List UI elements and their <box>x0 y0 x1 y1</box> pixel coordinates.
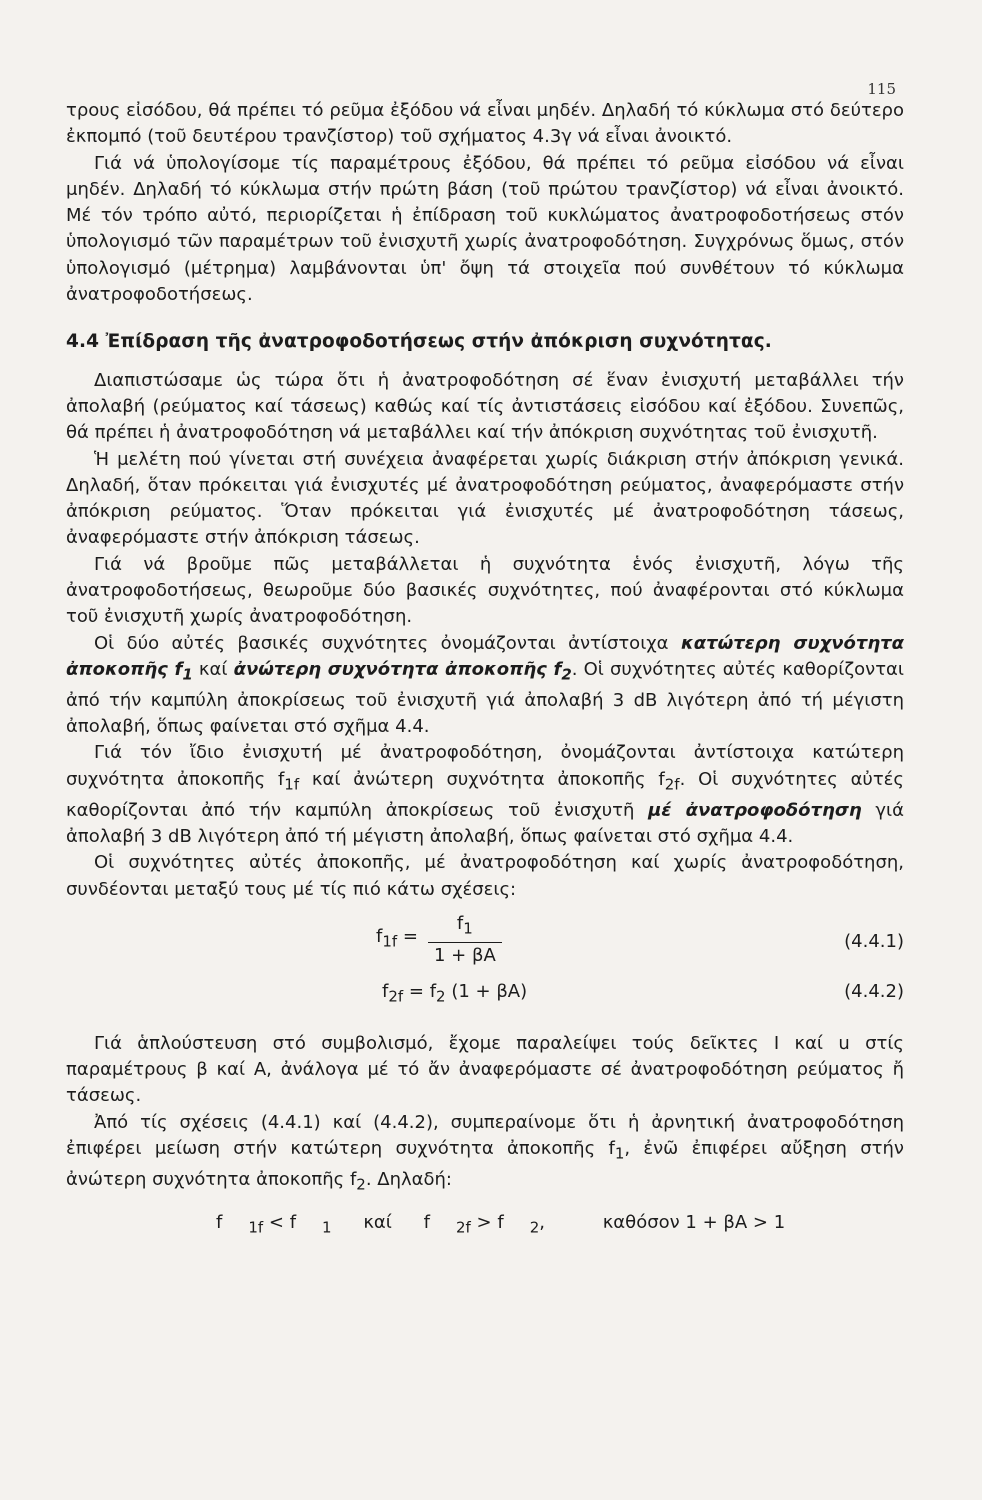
text: . Οἱ συχνότητες αὐτές καθορίζονται ἀπό τήν καμπύλη ἀποκρίσεως τοῦ ἐνισχυτῆ <box>66 768 904 821</box>
text: . Οἱ συχνότητες αὐτές καθορίζονται ἀπό τήν καμπύλη ἀποκρίσεως τοῦ ἐνισχυτῆ γιά ἀπολαβή 3 dB λιγότερη ἀπό τή μέγιστη ἀπολαβή, ὅπως φαίνεται στό σχῆμα 4.4. <box>66 658 904 738</box>
text: . Δηλαδή: <box>365 1168 452 1190</box>
text: > f <box>470 1211 504 1233</box>
equation-4-4-2 <box>66 973 904 1013</box>
subscript: 2f <box>664 775 680 794</box>
subscript: 2f <box>455 1218 471 1237</box>
text: f <box>376 926 383 948</box>
page-number: 115 <box>867 80 896 98</box>
fraction <box>376 911 502 969</box>
numerator <box>453 911 477 942</box>
equation-number: (4.4.2) <box>844 980 904 1002</box>
text: f <box>382 980 389 1002</box>
text: , <box>539 1211 545 1233</box>
text: καί <box>192 658 234 680</box>
text: f <box>216 1211 223 1233</box>
paragraph-6 <box>66 631 904 741</box>
paragraph-1: τρους εἰσόδου, θά πρέπει τό ρεῦμα ἐξόδου νά εἶναι μηδέν. Δηλαδή τό κύκλωμα στό δεύτερο ἐκπομπό (τοῦ δευτέρου τρανζίστορ) τοῦ σχήματος 4.3γ νά εἶναι ἀνοικτό. <box>66 100 904 148</box>
subscript: 1f <box>248 1218 264 1237</box>
text: Γιά τόν ἴδιο ἐνισχυτή μέ ἀνατροφοδότηση, ὀνομάζονται ἀντίστοιχα κατώτερη συχνότητα ἀποκοπῆς f <box>66 742 904 790</box>
subscript: 1f <box>284 775 300 794</box>
text: Οἱ δύο αὐτές βασικές συχνότητες ὀνομάζονται ἀντίστοιχα <box>94 632 681 654</box>
subscript: 1f <box>382 933 398 952</box>
section-heading: 4.4 Ἐπίδραση τῆς ἀνατροφοδοτήσεως στήν ἀπόκριση συχνότητας. <box>66 331 772 353</box>
denominator: 1 + βA <box>428 942 502 969</box>
subscript: 1 <box>463 919 473 938</box>
text: γιά ἀπολαβή 3 dB λιγότερη ἀπό τή μέγιστη ἀπολαβή, ὅπως φαίνεται στό σχῆμα 4.4. <box>66 799 904 847</box>
inequality-2 <box>423 1211 571 1237</box>
paragraph-5: Γιά νά βροῦμε πῶς μεταβάλλεται ἡ συχνότητα ἑνός ἐνισχυτῆ, λόγω τῆς ἀνατροφοδοτήσεως, θεωροῦμε δύο βασικές συχνότητες, πού ἀναφέρονται στό κύκλωμα τοῦ ἐνισχυτῆ χωρίς ἀνατροφοδότηση. <box>66 553 904 628</box>
text: Ἀπό τίς σχέσεις (4.4.1) καί (4.4.2), συμπεραίνομε ὅτι ἡ ἀρνητική ἀνατροφοδότηση ἐπιφέρει μείωση στήν κατώτερη συχνότητα ἀποκοπῆς f <box>66 1111 904 1159</box>
subscript: 2 <box>436 987 446 1006</box>
fraction-body <box>428 911 502 969</box>
paragraph-9: Γιά ἁπλούστευση στό συμβολισμό, ἔχομε παραλείψει τούς δεῖκτες I καί u στίς παραμέτρους β καί A, ἀνάλογα μέ τό ἄν ἀναφερόμαστε σέ ἀνατροφοδότηση ρεύματος ἤ τάσεως. <box>66 1032 904 1107</box>
text: < f <box>263 1211 297 1233</box>
text: (1 + βA) <box>445 980 528 1002</box>
inequality-line <box>66 1210 904 1241</box>
text: , ἐνῶ ἐπιφέρει αὔξηση στήν ἀνώτερη συχνότητα ἀποκοπῆς f <box>66 1137 904 1190</box>
subscript: 2 <box>356 1175 366 1194</box>
paragraph-2: Γιά νά ὑπολογίσομε τίς παραμέτρους ἐξόδου, θά πρέπει τό ρεῦμα εἰσόδου νά εἶναι μηδέν. Δηλαδή τό κύκλωμα στήν πρώτη βάση (τοῦ πρώτου τρανζίστορ) νά εἶναι ἀνοικτό. Μέ τόν τρόπο αὐτό, περιορίζεται ἡ ἐπίδραση τοῦ κυκλώματος ἀνατροφοδοτήσεως στόν ὑπολογισμό τῶν παραμέτρων τοῦ ἐνισχυτῆ χωρίς ἀνατροφοδότηση. Συγχρόνως ὅμως, στόν ὑπολογισμό (μέτρημα) λαμβάνονται ὑπ' ὄψη τά στοιχεῖα πού συνθέτουν τό κύκλωμα ἀνατροφοδοτήσεως. <box>66 152 904 306</box>
text: f <box>456 912 464 934</box>
condition: καθόσον 1 + βA > 1 <box>602 1211 786 1233</box>
paragraph-3: Διαπιστώσαμε ὡς τώρα ὅτι ἡ ἀνατροφοδότηση σέ ἕναν ἐνισχυτή μεταβάλλει τήν ἀπολαβή (ρεύματος καί τάσεως) καθώς καί τίς ἀντιστάσεις εἰσόδου καί ἐξόδου. Συνεπῶς, θά πρέπει ἡ ἀνατροφοδότηση νά μεταβάλλει καί τήν ἀπόκριση συχνότητας τοῦ ἐνισχυτῆ. <box>66 369 904 444</box>
text: ἀνώτερη συχνότητα ἀποκοπῆς f <box>233 658 562 680</box>
text: = f <box>403 980 437 1002</box>
subscript: 1 <box>182 665 193 684</box>
text: = <box>397 926 418 948</box>
paragraph-10 <box>66 1110 904 1198</box>
equation-4-4-1 <box>66 911 904 973</box>
text: καί ἀνώτερη συχνότητα ἀποκοπῆς f <box>299 768 665 790</box>
term-upper-cutoff <box>233 658 572 684</box>
paragraph-7 <box>66 740 904 850</box>
paragraph-8: Οἱ συχνότητες αὐτές ἀποκοπῆς, μέ ἀνατροφοδότηση καί χωρίς ἀνατροφοδότηση, συνδέονται μεταξύ τους μέ τίς πιό κάτω σχέσεις: <box>66 852 904 900</box>
subscript: 2f <box>388 987 404 1006</box>
page-body <box>66 98 904 1241</box>
subscript: 1 <box>614 1144 625 1163</box>
subscript: 2 <box>529 1218 540 1237</box>
subscript: 2 <box>561 665 572 684</box>
subscript: 1 <box>322 1218 332 1237</box>
term-with-feedback: μέ ἀνατροφοδότηση <box>648 799 862 821</box>
equation-lhs <box>376 924 418 955</box>
equation-number: (4.4.1) <box>844 930 904 952</box>
inequality-1 <box>216 1211 332 1237</box>
conjunction: καί <box>363 1211 392 1233</box>
equation-line <box>382 979 527 1010</box>
text: κατώτερη συχνότητα ἀποκοπῆς f <box>66 632 904 680</box>
text: f <box>423 1211 430 1233</box>
paragraph-4: Ἡ μελέτη πού γίνεται στή συνέχεια ἀναφέρεται χωρίς διάκριση στήν ἀπόκριση γενικά. Δηλαδή, ὅταν πρόκειται γιά ἐνισχυτές μέ ἀνατροφοδότηση ρεύματος, ἀναφερόμαστε στήν ἀπόκριση ρεύματος. Ὅταν πρόκειται γιά ἐνισχυτές μέ ἀνατροφοδότηση τάσεως, ἀναφερόμαστε στήν ἀπόκριση τάσεως. <box>66 448 904 549</box>
